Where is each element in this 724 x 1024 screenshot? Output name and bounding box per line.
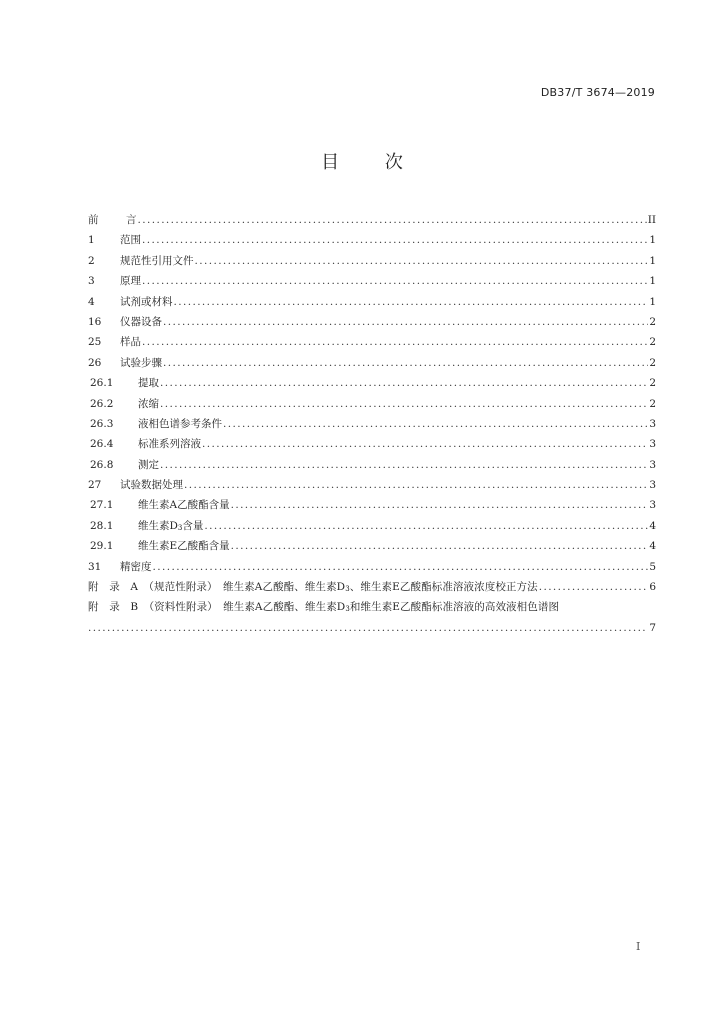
toc-entry-page: 2	[649, 356, 656, 369]
toc-entry-number: 26	[88, 356, 102, 369]
toc-entry[interactable]	[88, 230, 656, 250]
toc-leader-dots	[138, 210, 647, 230]
toc-entry-page: 1	[649, 295, 656, 308]
toc-entry-number: 26.2	[90, 397, 114, 410]
toc-entry[interactable]	[88, 271, 656, 291]
toc-entry-label: 仪器设备	[120, 315, 162, 328]
toc-leader-dots	[204, 516, 648, 536]
page-number: I	[636, 940, 641, 953]
toc-entry[interactable]	[88, 434, 656, 454]
toc-entry-page: II	[647, 214, 656, 226]
toc-entry-number: 29.1	[90, 540, 114, 553]
toc-entry-annex-a[interactable]	[88, 577, 656, 597]
toc-entry-label: 试验数据处理	[120, 479, 183, 492]
toc-entry[interactable]	[88, 557, 656, 577]
annex-a-title: 附 录 A （规范性附录） 维生素A乙酸酯、维生素D	[88, 581, 346, 594]
toc-leader-dots	[184, 475, 648, 495]
toc-entry-label: 原理	[120, 275, 141, 288]
toc-entry[interactable]	[88, 332, 656, 352]
toc-entry-label: 液相色谱参考条件	[138, 417, 222, 430]
toc-entry-label: 规范性引用文件	[120, 254, 194, 267]
toc-entry-number: 31	[88, 560, 102, 573]
toc-entry-number: 1	[88, 234, 95, 247]
toc-entry[interactable]	[88, 536, 656, 556]
toc-entry[interactable]	[88, 251, 656, 271]
toc-entry-label: 言	[126, 214, 137, 226]
toc-entry-page: 3	[649, 479, 656, 492]
toc-entry-page: 2	[649, 397, 656, 410]
toc-entry-number: 26.1	[90, 377, 114, 390]
toc-entry[interactable]	[88, 516, 656, 536]
toc-entry-number: 3	[88, 275, 95, 288]
toc-entry-page: 3	[649, 417, 656, 430]
toc-leader-dots	[142, 271, 648, 291]
toc-entry-number: 2	[88, 254, 95, 267]
toc-entry[interactable]	[88, 292, 656, 312]
toc-entry-number: 26.4	[90, 438, 114, 451]
toc-entry-page: 3	[649, 458, 656, 471]
toc-entry-label: 试剂或材料	[120, 295, 173, 308]
toc-entry-page: 2	[649, 336, 656, 349]
toc-entry-page: 2	[649, 377, 656, 390]
toc-entry[interactable]	[88, 373, 656, 393]
toc-entry-number: 27	[88, 479, 102, 492]
toc-leader-dots	[160, 373, 648, 393]
toc-entry[interactable]	[88, 495, 656, 515]
subscript-text: 3	[345, 605, 350, 614]
toc-entry[interactable]	[88, 353, 656, 373]
toc-entry-number: 前	[88, 214, 99, 226]
toc-entry[interactable]	[88, 414, 656, 434]
toc-entry-number: 26.8	[90, 458, 114, 471]
toc-entry-label: 维生素E乙酸酯含量	[138, 540, 230, 553]
toc-leader-dots	[163, 353, 648, 373]
toc-entry-annex-b-continuation[interactable]	[88, 618, 656, 638]
toc-leader-dots	[142, 332, 648, 352]
toc-leader-dots	[153, 557, 649, 577]
toc-entry-label-main: 维生素D	[138, 519, 178, 532]
toc-title-part2: 次	[384, 152, 403, 173]
toc-entry-page: 4	[649, 540, 656, 553]
toc-entry-number: 25	[88, 336, 102, 349]
toc-title	[0, 148, 724, 174]
annex-b-title: 附 录 B （资料性附录） 维生素A乙酸酯、维生素D	[88, 601, 346, 614]
toc-entry-page: 4	[649, 519, 656, 532]
toc-leader-dots	[539, 577, 649, 597]
subscript-text: 3	[177, 523, 183, 532]
toc-leader-dots	[195, 251, 649, 271]
toc-entry-number: 28.1	[90, 519, 114, 532]
table-of-contents	[88, 210, 656, 638]
toc-entry-label	[138, 516, 203, 538]
toc-entry-page: 2	[649, 315, 656, 328]
toc-leader-dots	[160, 394, 648, 414]
toc-title-part1: 目	[321, 152, 340, 173]
toc-entry-page: 6	[649, 581, 656, 594]
toc-entry-label: 精密度	[120, 560, 152, 573]
toc-entry-label: 样品	[120, 336, 141, 349]
toc-entry-label-rest: 含量	[182, 519, 204, 532]
toc-entry-label: 范围	[120, 234, 141, 247]
annex-b-title-rest: 和维生素E乙酸酯标准溶液的高效液相色谱图	[349, 601, 560, 614]
toc-entry-label: 提取	[138, 377, 159, 390]
toc-entry-number: 16	[88, 315, 102, 328]
toc-entry-label: 试验步骤	[120, 356, 162, 369]
toc-entry-page: 3	[649, 499, 656, 512]
toc-entry-number: 27.1	[90, 499, 114, 512]
toc-entry[interactable]	[88, 394, 656, 414]
toc-entry-label	[88, 597, 559, 619]
toc-entry-label: 浓缩	[138, 397, 159, 410]
toc-entry-page: 1	[649, 275, 656, 288]
toc-entry-annex-b[interactable]	[88, 597, 656, 617]
toc-leader-dots	[174, 292, 649, 312]
toc-entry-page: 5	[649, 560, 656, 573]
toc-entry[interactable]	[88, 455, 656, 475]
toc-entry-number: 26.3	[90, 417, 114, 430]
document-code: DB37/T 3674—2019	[540, 86, 655, 99]
toc-entry-foreword[interactable]	[88, 210, 656, 230]
toc-leader-dots	[202, 434, 648, 454]
toc-entry-page: 1	[649, 234, 656, 247]
toc-leader-dots	[163, 312, 648, 332]
toc-entry-label: 测定	[138, 458, 159, 471]
toc-leader-dots	[231, 495, 649, 515]
subscript-text: 3	[345, 585, 350, 594]
toc-entry-label: 维生素A乙酸酯含量	[138, 499, 230, 512]
toc-entry[interactable]	[88, 475, 656, 495]
toc-leader-dots	[88, 618, 648, 638]
toc-leader-dots	[142, 230, 648, 250]
toc-entry-label	[88, 577, 538, 599]
toc-entry[interactable]	[88, 312, 656, 332]
toc-leader-dots	[160, 455, 648, 475]
toc-entry-number: 4	[88, 295, 95, 308]
toc-entry-label: 标准系列溶液	[138, 438, 201, 451]
toc-entry-page: 3	[649, 438, 656, 451]
annex-a-title-rest: 、维生素E乙酸酯标准溶液浓度校正方法	[349, 581, 538, 594]
toc-entry-page: 1	[649, 254, 656, 267]
toc-entry-page: 7	[649, 621, 656, 634]
toc-leader-dots	[223, 414, 648, 434]
toc-leader-dots	[231, 536, 649, 556]
